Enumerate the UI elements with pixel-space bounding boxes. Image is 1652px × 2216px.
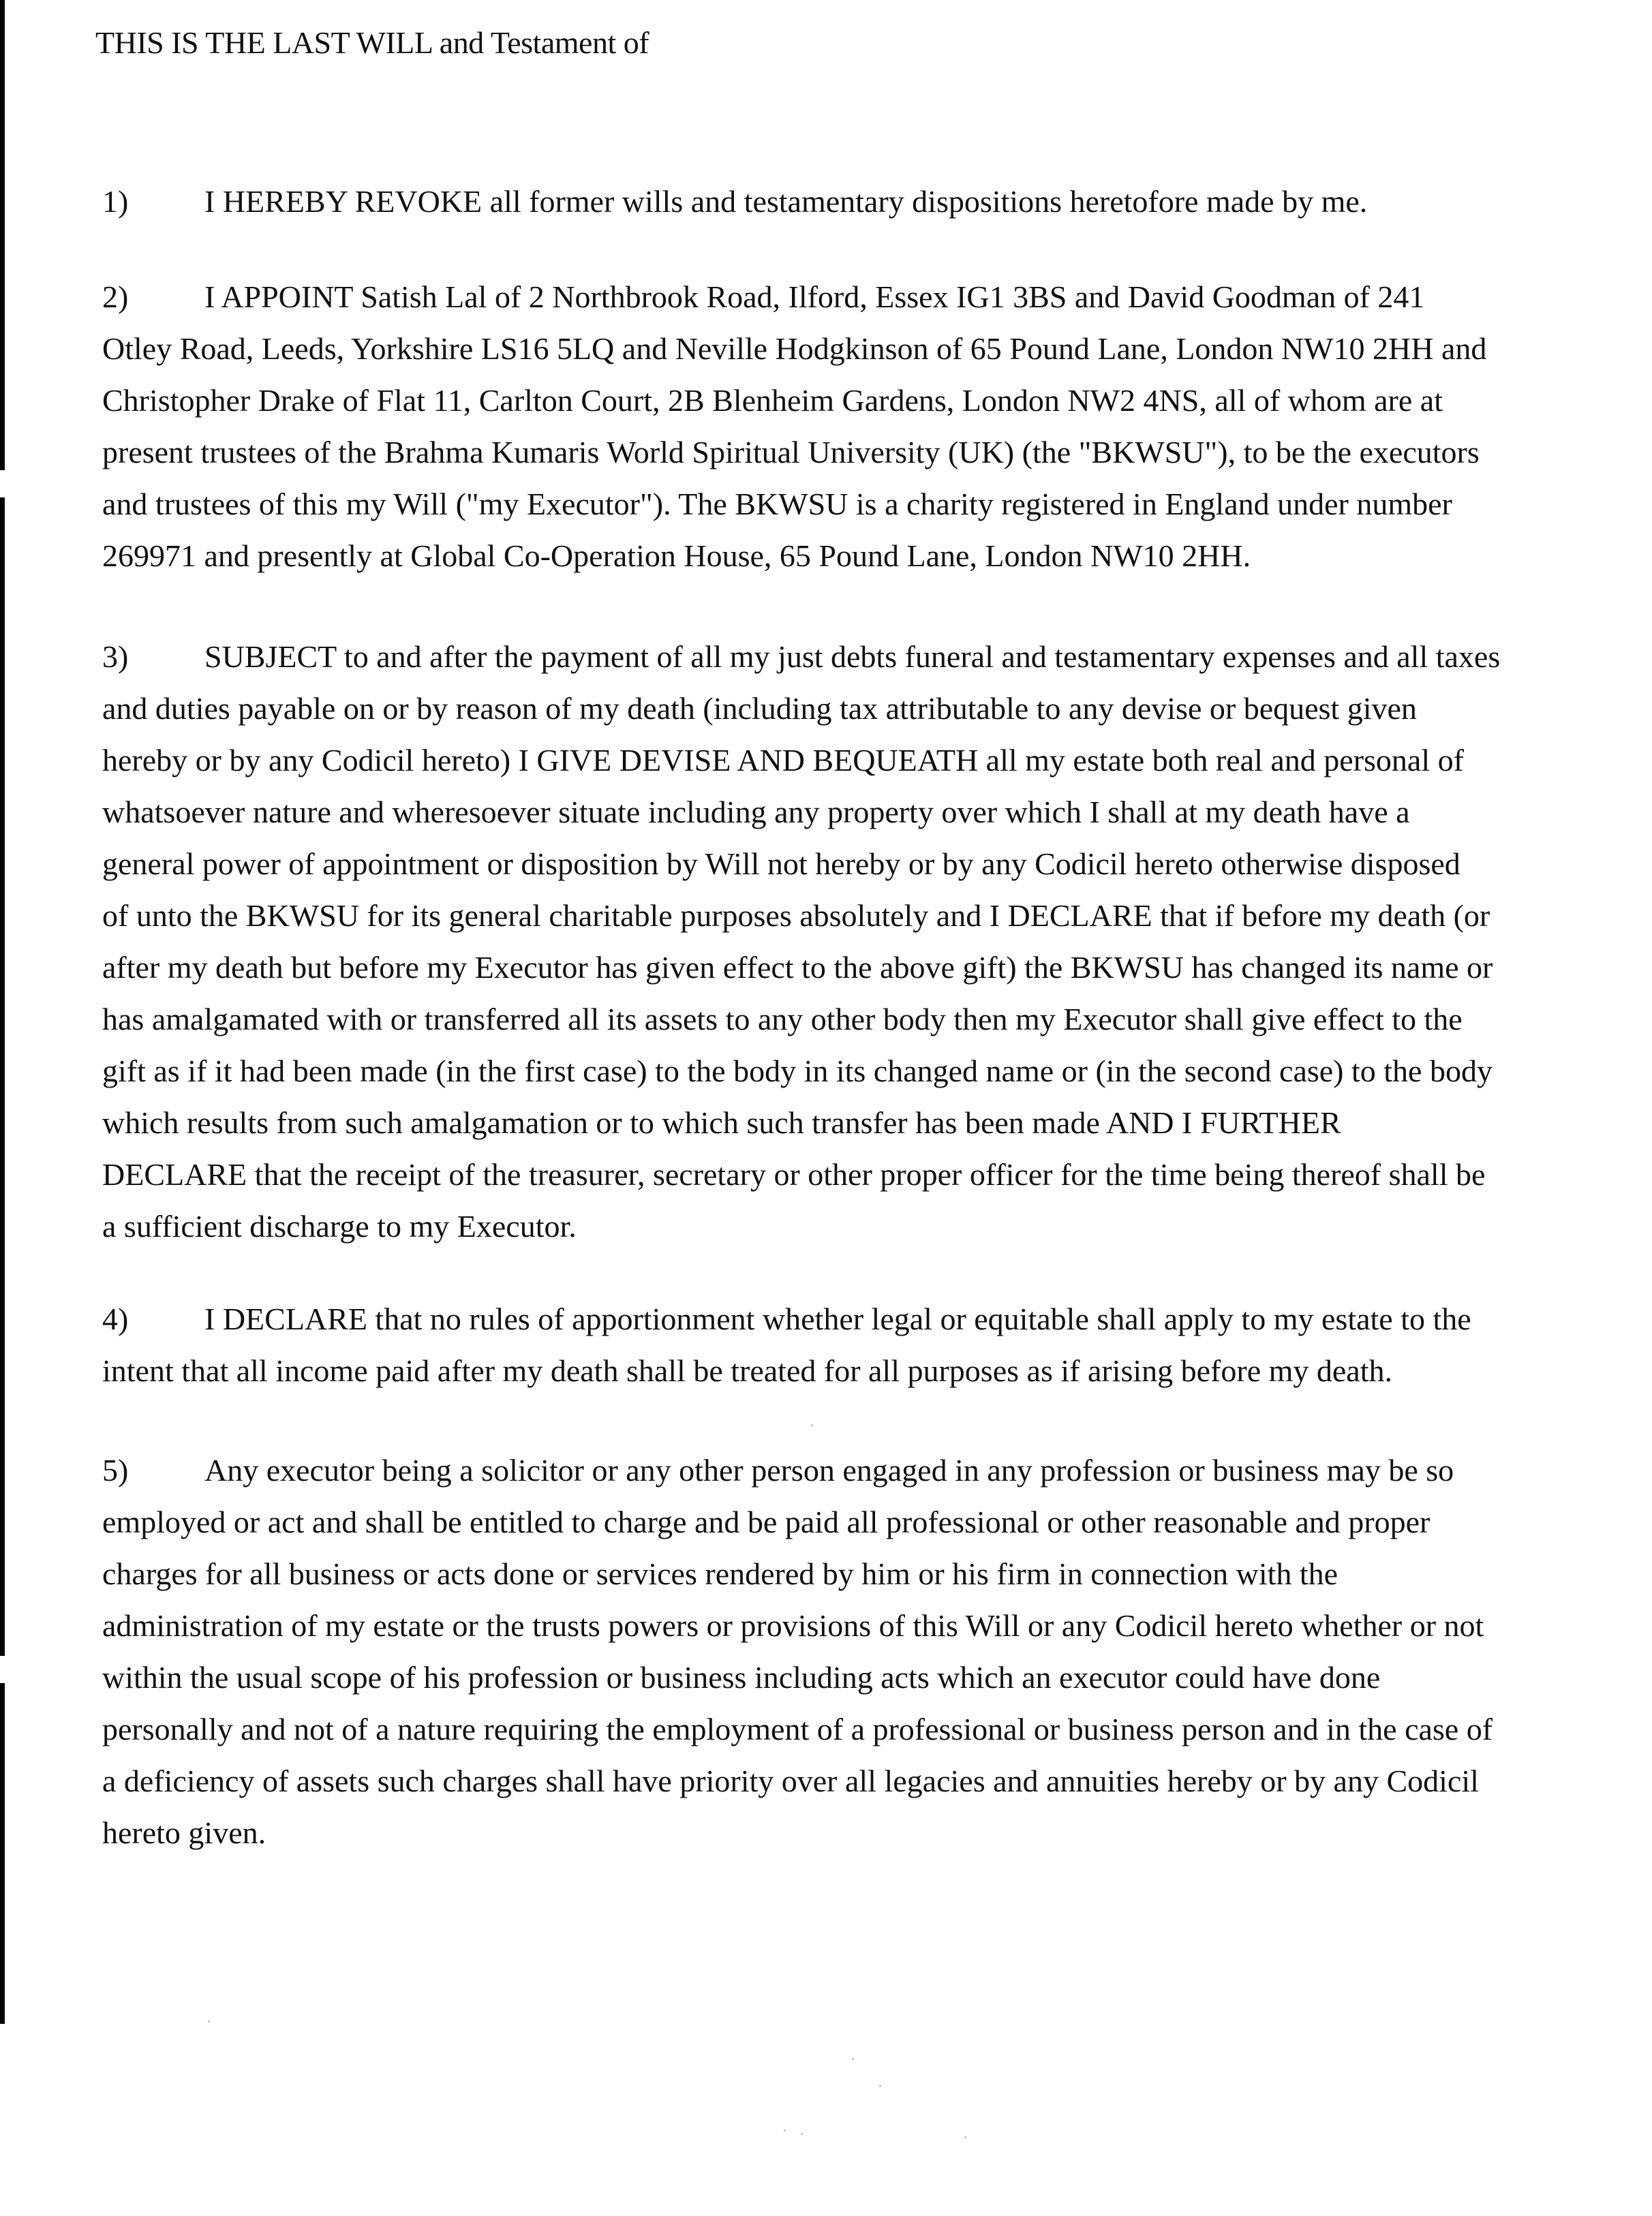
- clause-text-line: hereby or by any Codicil hereto) I GIVE DEVISE AND BEQUEATH all my estate both real and personal of: [102, 743, 1464, 778]
- clause-text-line: hereto given.: [102, 1815, 266, 1850]
- clause-number: 5): [102, 1453, 129, 1488]
- clause-text-line: after my death but before my Executor has given effect to the above gift) the BKWSU has changed its name or: [102, 950, 1493, 985]
- clause-text-line: Any executor being a solicitor or any other person engaged in any profession or business may be so: [204, 1453, 1454, 1488]
- clause-text-line: intent that all income paid after my death shall be treated for all purposes as if arising before my death.: [102, 1353, 1393, 1388]
- clause-text-line: which results from such amalgamation or to which such transfer has been made AND I FURTHER: [102, 1105, 1341, 1140]
- scan-speck: [811, 1424, 813, 1426]
- clause-text-line: within the usual scope of his profession or business including acts which an executor could have done: [102, 1660, 1381, 1695]
- clause-text-line: SUBJECT to and after the payment of all my just debts funeral and testamentary expenses and all taxes: [204, 639, 1501, 674]
- clause-text-line: Christopher Drake of Flat 11, Carlton Court, 2B Blenheim Gardens, London NW2 4NS, all of whom are at: [102, 383, 1443, 418]
- clause-5: [102, 1445, 1629, 1859]
- clause-text-line: DECLARE that the receipt of the treasurer, secretary or other proper officer for the time being thereof shall be: [102, 1157, 1486, 1192]
- clause-number: 1): [102, 184, 129, 219]
- clause-text-line: 269971 and presently at Global Co-Operation House, 65 Pound Lane, London NW10 2HH.: [102, 538, 1251, 573]
- scan-speck: [208, 2020, 210, 2022]
- clause-text-line: and trustees of this my Will ("my Executor"). The BKWSU is a charity registered in England under number: [102, 487, 1452, 521]
- clause-4: [102, 1293, 1629, 1397]
- clause-number: 4): [102, 1302, 129, 1336]
- clause-text-line: charges for all business or acts done or services rendered by him or his firm in connection with the: [102, 1556, 1339, 1591]
- clause-text-line: a deficiency of assets such charges shall have priority over all legacies and annuities hereby or by any Codicil: [102, 1764, 1479, 1798]
- clause-text-line: present trustees of the Brahma Kumaris World Spiritual University (UK) (the "BKWSU"), to be the executors: [102, 435, 1480, 470]
- clause-text-line: and duties payable on or by reason of my death (including tax attributable to any devise or bequest given: [102, 691, 1417, 726]
- scan-speck: [879, 2085, 881, 2087]
- clause-1: [102, 176, 1629, 228]
- scan-speck: [964, 2136, 966, 2138]
- scan-speck: [852, 2058, 854, 2060]
- clause-text-line: administration of my estate or the trusts powers or provisions of this Will or any Codicil hereto whether or not: [102, 1608, 1484, 1643]
- scan-edge-artifact: [0, 0, 5, 470]
- clause-text-line: whatsoever nature and wheresoever situate including any property over which I shall at my death have a: [102, 795, 1410, 829]
- scan-speck: [784, 2129, 786, 2132]
- clause-text-line: I DECLARE that no rules of apportionment whether legal or equitable shall apply to my estate to the: [204, 1302, 1471, 1336]
- scan-edge-artifact: [0, 497, 5, 1656]
- clause-number: 2): [102, 279, 129, 314]
- clause-text-line: a sufficient discharge to my Executor.: [102, 1209, 577, 1244]
- clause-text-line: I HEREBY REVOKE all former wills and testamentary dispositions heretofore made by me.: [204, 184, 1368, 219]
- clause-3: [102, 631, 1629, 1252]
- clause-number: 3): [102, 639, 129, 674]
- document-title: THIS IS THE LAST WILL and Testament of: [95, 25, 649, 60]
- scan-edge-artifact: [0, 1683, 5, 2024]
- clause-text-line: of unto the BKWSU for its general charitable purposes absolutely and I DECLARE that if before my death (or: [102, 898, 1490, 933]
- clause-text-line: gift as if it had been made (in the first case) to the body in its changed name or (in the second case) to the body: [102, 1053, 1493, 1088]
- clause-text-line: I APPOINT Satish Lal of 2 Northbrook Road, Ilford, Essex IG1 3BS and David Goodman of 241: [204, 279, 1425, 314]
- scan-speck: [801, 2133, 803, 2135]
- clause-text-line: personally and not of a nature requiring the employment of a professional or business person and in the case of: [102, 1712, 1493, 1746]
- clause-text-line: general power of appointment or disposition by Will not hereby or by any Codicil hereto otherwise disposed: [102, 846, 1460, 881]
- clause-text-line: Otley Road, Leeds, Yorkshire LS16 5LQ and Neville Hodgkinson of 65 Pound Lane, London NW10 2HH and: [102, 331, 1487, 366]
- clause-text-line: employed or act and shall be entitled to charge and be paid all professional or other reasonable and proper: [102, 1505, 1431, 1539]
- clause-text-line: has amalgamated with or transferred all its assets to any other body then my Executor shall give effect to the: [102, 1002, 1463, 1036]
- clause-2: [102, 271, 1629, 582]
